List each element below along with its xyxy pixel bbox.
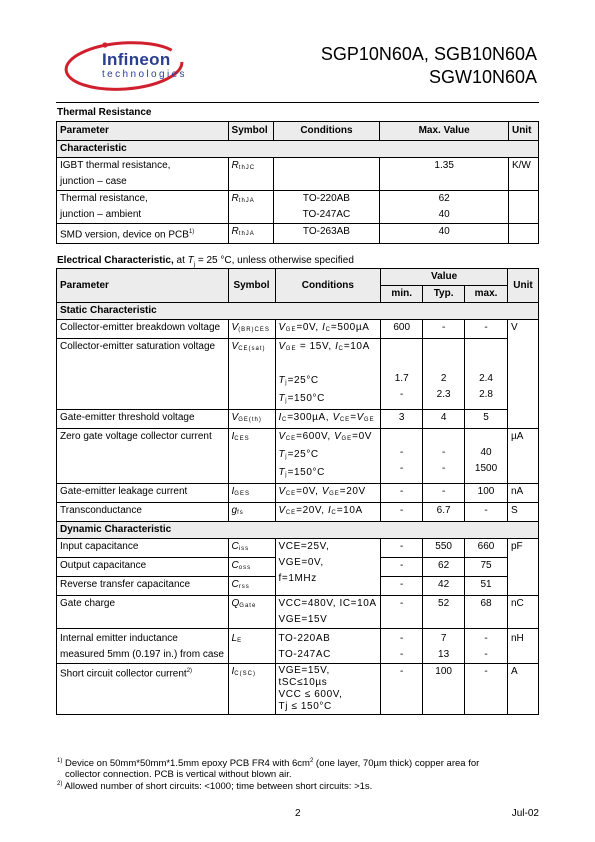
typ-cell: 100 [423, 664, 465, 715]
max-cell: - [465, 503, 508, 522]
symbol-cell: ICES [228, 429, 275, 484]
th-unit: Unit [508, 122, 538, 141]
table-row [57, 539, 539, 558]
min-cell: - [381, 503, 423, 522]
dynamic-group-label: Dynamic Characteristic [57, 522, 539, 539]
typ-cell: 62 [423, 558, 465, 577]
th-value: Value [381, 269, 508, 286]
symbol-cell: Ciss [228, 539, 275, 558]
conditions-cell: VCE=20V, IC=10A [275, 503, 381, 522]
value-cell: 62 40 [380, 191, 509, 224]
footnote-2: $^{2)}$ Allowed number of short circuits: <1000; time between short circuits: >1s. [57, 781, 373, 793]
part-numbers-line1: SGP10N60A, SGB10N60A [320, 44, 537, 64]
symbol-cell: QGate [228, 596, 275, 629]
unit-cell [508, 224, 538, 244]
symbol-cell: Coss [228, 558, 275, 577]
max-cell: 68 [465, 596, 508, 629]
conditions-cell: VGE = 15V, IC=10A Tj=25°C Tj=150°C [275, 339, 381, 410]
max-cell: - - [465, 629, 508, 664]
conditions-cell [273, 158, 380, 191]
typ-cell: - [423, 320, 465, 339]
unit-cell: S [507, 503, 538, 522]
table-row [57, 429, 539, 484]
param-cell: Input capacitance [57, 539, 229, 558]
table-row [57, 320, 539, 339]
typ-cell: 2 2.3 [423, 339, 465, 410]
value-cell: 40 [380, 224, 509, 244]
param-cell: Collector-emitter saturation voltage [57, 339, 229, 410]
min-cell: 1.7 - [381, 339, 423, 410]
table-row [57, 629, 539, 664]
thermal-group-label: Characteristic [57, 141, 539, 158]
header-divider [56, 102, 539, 103]
max-cell: 75 [465, 558, 508, 577]
unit-cell: V [507, 320, 538, 429]
typ-cell: 42 [423, 577, 465, 596]
th-parameter: Parameter [57, 122, 229, 141]
conditions-cell: VGE=0V, IC=500µA [275, 320, 381, 339]
unit-cell: K/W [508, 158, 538, 191]
typ-cell: 4 [423, 410, 465, 429]
min-cell: - [381, 539, 423, 558]
param-cell: Output capacitance [57, 558, 229, 577]
min-cell: - - [381, 429, 423, 484]
conditions-cell: VCC=480V, IC=10A VGE=15V [275, 596, 381, 629]
symbol-cell: V(BR)CES [228, 320, 275, 339]
table-row [57, 224, 539, 244]
conditions-cell: VGE=15V, tSC≤10µs VCC ≤ 600V, Tj ≤ 150°C [275, 664, 381, 715]
logo-name: Infineon [102, 50, 171, 69]
symbol-cell: RthJC [228, 158, 273, 191]
param-cell: SMD version, device on PCB$^{1)}$ [57, 224, 229, 244]
conditions-cell: TO-263AB [273, 224, 380, 244]
param-text: junction – ambient [60, 209, 142, 220]
revision-date: Jul-02 [511, 808, 539, 819]
symbol-cell: VCE(sat) [228, 339, 275, 410]
param-cell: Gate-emitter leakage current [57, 484, 229, 503]
conditions-cell: VCE=25V, VGE=0V, f=1MHz [275, 539, 381, 596]
max-cell: 660 [465, 539, 508, 558]
thermal-group-row [57, 141, 539, 158]
th-max-value: Max. Value [380, 122, 509, 141]
param-cell: Zero gate voltage collector current [57, 429, 229, 484]
thermal-table [56, 121, 539, 244]
static-group-label: Static Characteristic [57, 303, 539, 320]
conditions-cell: TO-220AB TO-247AC [275, 629, 381, 664]
infineon-logo [62, 36, 192, 96]
th-conditions: Conditions [275, 269, 381, 303]
footnote-1: $^{1)}$ Device on 50mm*50mm*1.5mm epoxy PCB FR4 with $6cm^2$ (one layer, 70µm thick) copper area for collector connection. PCB is vertical without blown air. [57, 758, 480, 781]
typ-cell: 6.7 [423, 503, 465, 522]
conditions-cell: VCE=600V, VGE=0V Tj=25°C Tj=150°C [275, 429, 381, 484]
param-cell: Transconductance [57, 503, 229, 522]
min-cell: 3 [381, 410, 423, 429]
static-group-row [57, 303, 539, 320]
th-conditions: Conditions [273, 122, 380, 141]
typ-cell: - [423, 484, 465, 503]
page-number: 2 [295, 808, 301, 819]
part-numbers-line2: SGW10N60A [428, 67, 537, 87]
conditions-cell: TO-220AB TO-247AC [273, 191, 380, 224]
table-row [57, 503, 539, 522]
conditions-cell: IC=300µA, VCE=VGE [275, 410, 381, 429]
symbol-cell: IGES [228, 484, 275, 503]
table-row [57, 339, 539, 410]
param-text: Thermal resistance, [60, 193, 148, 204]
min-cell: - - [381, 629, 423, 664]
symbol-cell: RthJA [228, 191, 273, 224]
electrical-title: Electrical Characteristic, at $T_j = 25$ °C, unless otherwise specified [57, 255, 354, 268]
typ-cell: 52 [423, 596, 465, 629]
symbol-cell: LE [228, 629, 275, 664]
unit-cell: nC [507, 596, 538, 629]
max-cell: - [465, 664, 508, 715]
typ-cell: 7 13 [423, 629, 465, 664]
unit-cell: µA [507, 429, 538, 484]
typ-cell: - - [423, 429, 465, 484]
max-cell: 40 1500 [465, 429, 508, 484]
symbol-cell: RthJA [228, 224, 273, 244]
th-unit: Unit [507, 269, 538, 303]
min-cell: - [381, 484, 423, 503]
value-cell: 1.35 [380, 158, 509, 191]
th-typ: Typ. [423, 286, 465, 303]
table-row [57, 158, 539, 191]
typ-cell: 550 [423, 539, 465, 558]
electrical-header-row [57, 269, 539, 286]
th-symbol: Symbol [228, 122, 273, 141]
logo-tagline: technologies [102, 69, 187, 80]
param-text: junction – case [60, 176, 127, 187]
symbol-cell: VGE(th) [228, 410, 275, 429]
symbol-cell: IC(SC) [228, 664, 275, 715]
max-cell: 100 [465, 484, 508, 503]
table-row [57, 191, 539, 224]
th-max: max. [465, 286, 508, 303]
max-cell: 51 [465, 577, 508, 596]
param-cell: Short circuit collector current$^{2)}$ [57, 664, 229, 715]
conditions-cell: VCE=0V, VGE=20V [275, 484, 381, 503]
th-min: min. [381, 286, 423, 303]
thermal-header-row [57, 122, 539, 141]
param-cell: Collector-emitter breakdown voltage [57, 320, 229, 339]
param-text: IGBT thermal resistance, [60, 160, 171, 171]
th-parameter: Parameter [57, 269, 229, 303]
min-cell: - [381, 558, 423, 577]
param-cell: Gate-emitter threshold voltage [57, 410, 229, 429]
unit-cell: A [507, 664, 538, 715]
unit-cell [508, 191, 538, 224]
unit-cell: nA [507, 484, 538, 503]
min-cell: - [381, 577, 423, 596]
param-cell: Gate charge [57, 596, 229, 629]
table-row [57, 664, 539, 715]
thermal-title: Thermal Resistance [57, 107, 152, 118]
max-cell: 5 [465, 410, 508, 429]
unit-cell: nH [507, 629, 538, 664]
dynamic-group-row [57, 522, 539, 539]
symbol-cell: gfs [228, 503, 275, 522]
table-row [57, 596, 539, 629]
static-rows [57, 320, 539, 522]
symbol-cell: Crss [228, 577, 275, 596]
table-row [57, 484, 539, 503]
max-cell: - [465, 320, 508, 339]
min-cell: 600 [381, 320, 423, 339]
electrical-table [56, 268, 539, 715]
max-cell: 2.4 2.8 [465, 339, 508, 410]
min-cell: - [381, 596, 423, 629]
unit-cell: pF [507, 539, 538, 596]
table-row [57, 410, 539, 429]
param-cell: Reverse transfer capacitance [57, 577, 229, 596]
th-symbol: Symbol [228, 269, 275, 303]
min-cell: - [381, 664, 423, 715]
param-cell: Internal emitter inductance measured 5mm (0.197 in.) from case [57, 629, 229, 664]
